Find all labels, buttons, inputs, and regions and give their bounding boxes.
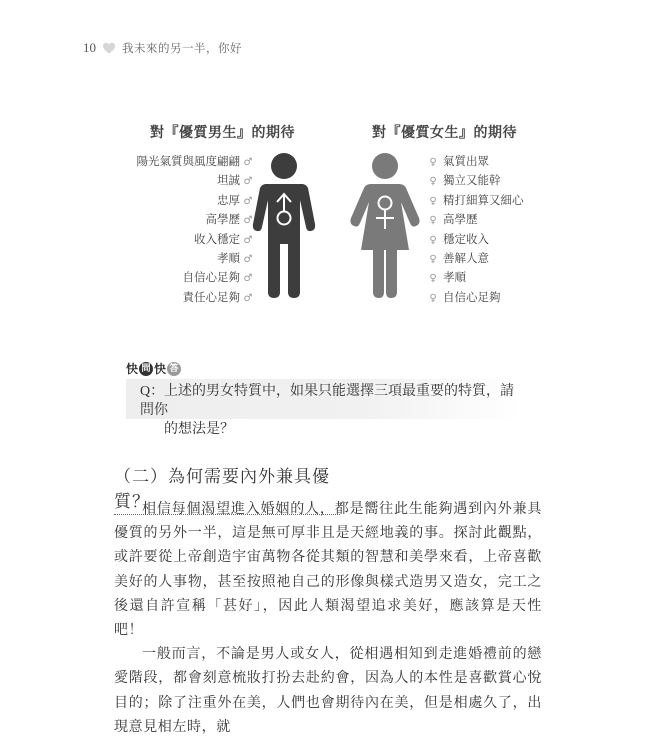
female-trait [427, 152, 524, 171]
question-text-line2: 的想法是？ [164, 422, 234, 437]
female-symbol-icon: ♀ [429, 195, 437, 207]
male-traits-list [137, 152, 255, 307]
female-trait [427, 171, 524, 190]
male-symbol-icon: ♂ [243, 195, 253, 207]
trait-label: 忠厚 [217, 192, 240, 207]
trait-label: 坦誠 [217, 173, 240, 188]
female-symbol-icon: ♀ [429, 292, 437, 304]
female-trait [427, 249, 524, 268]
trait-label: 高學歷 [205, 212, 240, 227]
trait-label: 孝順 [443, 270, 466, 285]
qa-label-part: 快 [126, 362, 139, 376]
trait-label: 精打細算又細心 [443, 192, 524, 207]
page-number: 10 [83, 40, 96, 55]
male-trait [137, 210, 255, 229]
female-trait [427, 191, 524, 210]
male-trait [137, 171, 255, 190]
quick-qa-question-box [126, 379, 521, 437]
q-marker: Q： [140, 384, 165, 399]
trait-label: 自信心足夠 [182, 270, 240, 285]
trait-label: 收入穩定 [194, 231, 240, 246]
chapter-title: 我未來的另一半，你好 [122, 41, 242, 55]
section-heading: （二）為何需要內外兼具優質？ [114, 462, 340, 515]
trait-label: 獨立又能幹 [443, 173, 501, 188]
female-symbol-icon: ♀ [429, 273, 437, 285]
male-symbol-icon: ♂ [243, 215, 253, 227]
quick-qa-label [126, 360, 182, 377]
trait-label: 責任心足夠 [182, 289, 240, 304]
answer-badge-icon: 答 [167, 362, 181, 376]
female-trait [427, 230, 524, 249]
trait-label: 氣質出眾 [443, 154, 489, 168]
male-symbol-icon: ♂ [243, 273, 253, 285]
male-expectations-title: 對『優質男生』的期待 [150, 125, 295, 141]
trait-label: 善解人意 [443, 250, 489, 265]
male-trait [137, 230, 255, 249]
female-trait [427, 268, 524, 287]
body-paragraph: 相信每個渴望進入婚姻的人，都是嚮往此生能夠遇到內外兼具優質的另外一半，這是無可厚非且是天經地義的事。探討此觀點，或許要從上帝創造宇宙萬物各從其類的智慧和美學來看，上帝喜歡美好的人事物，甚至按照祂自己的形像與樣式造男又造女，完工之後還自許宣稱「甚好」，因此人類渴望追求美好，應該算是天性吧！ [114, 502, 542, 639]
female-expectations-title: 對『優質女生』的期待 [372, 125, 517, 141]
man-figure-icon [252, 152, 316, 300]
female-symbol-icon: ♀ [429, 215, 437, 227]
male-trait [137, 249, 255, 268]
woman-figure-icon [349, 152, 421, 300]
gender-expectations-figure [0, 0, 650, 330]
female-trait [427, 210, 524, 229]
trait-label: 孝順 [217, 250, 240, 265]
male-trait [137, 191, 255, 210]
trait-label: 自信心足夠 [443, 289, 501, 304]
qa-label-part: 快 [154, 362, 167, 376]
body-text [114, 498, 542, 740]
female-symbol-icon: ♀ [429, 176, 437, 188]
male-symbol-icon: ♂ [243, 234, 253, 246]
male-symbol-icon: ♂ [243, 176, 253, 188]
trait-label: 陽光氣質與風度翩翩 [136, 154, 240, 168]
male-symbol-icon: ♂ [243, 157, 253, 168]
female-trait [427, 288, 524, 307]
body-paragraph: 一般而言，不論是男人或女人，從相遇相知到走進婚禮前的戀愛階段，都會刻意梳妝打扮去赴約會，因為人的本性是喜歡賞心悅目的；除了注重外在美，人們也會期待內在美，但是相處久了，出現意見相左時，就 [114, 647, 542, 735]
question-text-line1: 上述的男女特質中，如果只能選擇三項最重要的特質，請問你 [140, 384, 514, 418]
male-trait [137, 268, 255, 287]
female-symbol-icon: ♀ [429, 157, 437, 168]
male-trait [137, 152, 255, 171]
female-symbol-icon: ♀ [429, 253, 437, 265]
male-symbol-icon: ♂ [243, 253, 253, 265]
female-symbol-icon: ♀ [429, 234, 437, 246]
trait-label: 穩定收入 [443, 231, 489, 246]
question-badge-icon: 問 [139, 362, 153, 376]
trait-label: 高學歷 [443, 212, 478, 227]
male-symbol-icon: ♂ [243, 292, 253, 304]
male-trait [137, 288, 255, 307]
female-traits-list [427, 152, 524, 307]
